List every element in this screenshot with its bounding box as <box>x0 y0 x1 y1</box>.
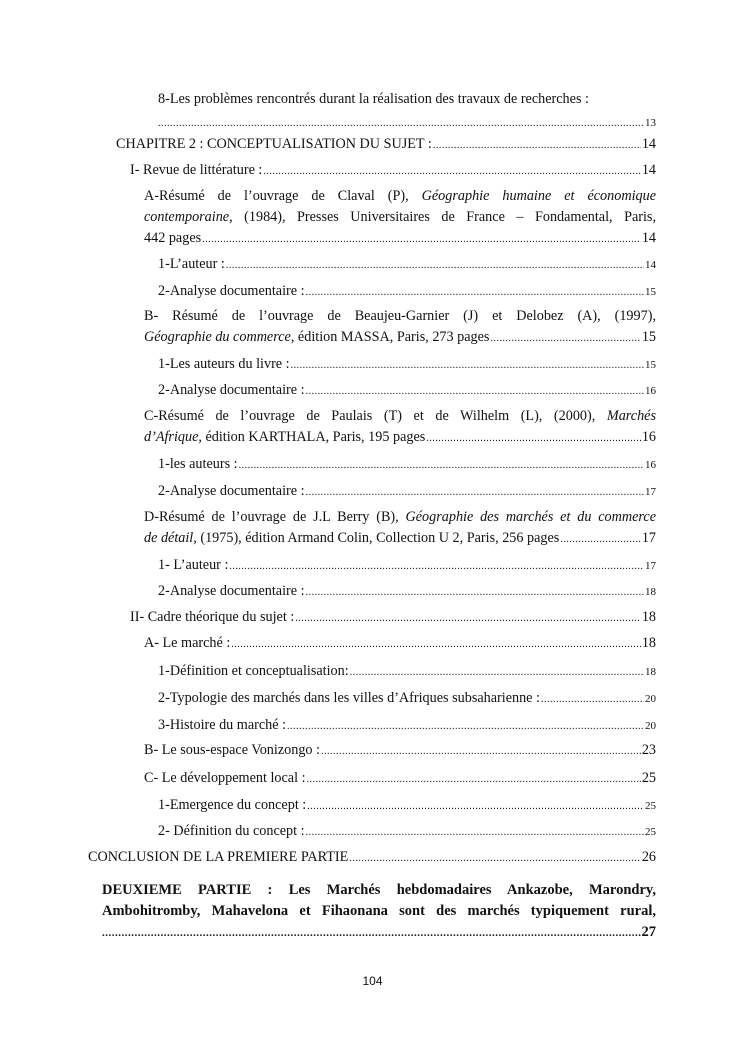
toc-page-number: 14 <box>641 230 656 246</box>
toc-entry-text: 442 pages <box>144 230 202 246</box>
toc-entry: D-Résumé de l’ouvrage de J.L Berry (B), Géographie des marchés et du commerce de détail, (1975), édition Armand Colin, Collection U 2, Paris, 256 pages ..... 17 <box>144 507 656 550</box>
toc-entry-text: 1-Les auteurs du livre : <box>158 356 290 372</box>
toc-page-number: 18 <box>641 635 656 651</box>
toc-page-number: 16 <box>645 385 656 397</box>
toc-subentry <box>158 254 656 276</box>
toc-entry-text: 2-Analyse documentaire : <box>158 583 305 599</box>
toc-entry-text: 1- L’auteur : <box>158 557 229 573</box>
toc-entry-text: 1-les auteurs : <box>158 456 238 472</box>
toc-page-number: 17 <box>645 560 656 572</box>
toc-entry-text: 1-Définition et conceptualisation: <box>158 663 349 679</box>
leader-dots <box>102 923 641 944</box>
leader-dots <box>229 556 644 577</box>
toc-page-number: 27 <box>641 924 656 940</box>
toc-entry-text: 1-L’auteur : <box>158 256 225 272</box>
toc-page-number: 15 <box>645 359 656 371</box>
toc-subentry <box>158 481 656 503</box>
leader-dots <box>306 381 644 402</box>
toc-page-number: 14 <box>645 259 656 271</box>
toc-page-number: 14 <box>641 162 656 178</box>
book-title: contemporaine <box>144 209 230 225</box>
toc-page-number: 18 <box>641 609 656 625</box>
toc-entry-text: A- Le marché : <box>144 635 231 651</box>
leader-dots <box>541 689 644 710</box>
toc-page-number: 25 <box>645 800 656 812</box>
toc-subentry <box>158 661 656 683</box>
toc-page-number: 16 <box>641 429 656 445</box>
leader-dots <box>295 608 641 629</box>
toc-entry-text: CHAPITRE 2 : CONCEPTUALISATION DU SUJET : <box>116 136 432 152</box>
toc-page-number: 26 <box>641 849 656 865</box>
book-title: Géographie humaine et économique <box>421 188 657 204</box>
toc-entry-text: 2-Analyse documentaire : <box>158 283 305 299</box>
toc-entry: A-Résumé de l’ouvrage de Claval (P), Géographie humaine et économique contemporaine, (1984), Presses Universitaires de France – Fondamental, Paris, 442 pages ..... 14 <box>144 186 656 250</box>
toc-subentry <box>158 581 656 603</box>
leader-dots <box>306 822 644 843</box>
toc-subentry <box>158 454 656 476</box>
toc-entry-text: I- Revue de littérature : <box>130 162 263 178</box>
toc-entry-text: 2-Typologie des marchés dans les villes d’Afriques subsaharienne : <box>158 690 540 706</box>
leader-dots <box>226 255 644 276</box>
book-title: Géographie des marchés et du commerce <box>405 509 656 525</box>
toc-part-heading: DEUXIEME PARTIE : Les Marchés hebdomadaires Ankazobe, Marondry, Ambohitromby, Mahavelona et Fihaonana sont des marchés typiquement rural, ..... 27 <box>102 880 656 944</box>
toc-page-number: 15 <box>645 286 656 298</box>
toc-subentry <box>158 555 656 577</box>
toc-section <box>130 160 656 182</box>
toc-page-number: 14 <box>641 136 656 152</box>
toc-subentry <box>158 380 656 402</box>
toc-entry <box>144 740 656 762</box>
toc-page-number: 17 <box>645 486 656 498</box>
toc-subentry <box>158 821 656 843</box>
toc-entry-text: 2-Analyse documentaire : <box>158 382 305 398</box>
toc-entry-text: 1-Emergence du concept : <box>158 797 307 813</box>
toc-entry-text: 2- Définition du concept : <box>158 823 305 839</box>
toc-entry: C-Résumé de l’ouvrage de Paulais (T) et de Wilhelm (L), (2000), Marchés d’Afrique, édition KARTHALA, Paris, 195 pages ..... 16 <box>144 406 656 449</box>
leader-dots <box>263 161 640 182</box>
toc-entry-text: B- Le sous-espace Vonizongo : <box>144 742 320 758</box>
book-title: d’Afrique, <box>144 429 202 445</box>
page-number-footer: 104 <box>362 974 383 988</box>
toc-page-number: 25 <box>645 826 656 838</box>
toc-subentry <box>158 281 656 303</box>
leader-dots <box>239 455 644 476</box>
leader-dots <box>306 282 644 303</box>
toc-entry <box>158 89 656 134</box>
leader-dots <box>560 529 640 550</box>
leader-dots <box>433 135 641 156</box>
toc-page-number: 13 <box>645 117 656 129</box>
toc-subentry <box>158 688 656 710</box>
toc-page-number: 15 <box>641 329 656 345</box>
toc-entry-text: 2-Analyse documentaire : <box>158 483 305 499</box>
toc-entry-text: II- Cadre théorique du sujet : <box>130 609 295 625</box>
toc-entry-text: 8-Les problèmes rencontrés durant la réalisation des travaux de recherches : <box>158 91 589 107</box>
book-title: Marchés <box>606 408 656 424</box>
toc-chapter-heading <box>116 134 656 156</box>
leader-dots <box>426 428 641 449</box>
leader-dots <box>158 113 644 134</box>
toc-page-number: 20 <box>645 693 656 705</box>
toc-entry: B- Résumé de l’ouvrage de Beaujeu-Garnier (J) et Delobez (A), (1997), Géographie du commerce, édition MASSA, Paris, 273 pages ..... 15 <box>144 306 656 349</box>
toc-section <box>130 607 656 629</box>
toc-subentry <box>158 354 656 376</box>
toc-entry-text: C- Le développement local : <box>144 770 306 786</box>
leader-dots <box>307 769 641 790</box>
toc-page-number: 20 <box>645 720 656 732</box>
leader-dots <box>306 482 644 503</box>
toc-subentry <box>158 715 656 737</box>
leader-dots <box>306 582 644 603</box>
toc-subentry <box>158 795 656 817</box>
toc-page-number: 23 <box>641 742 656 758</box>
leader-dots <box>349 848 640 869</box>
toc-conclusion <box>88 847 656 869</box>
toc-page-number: 18 <box>645 586 656 598</box>
leader-dots <box>291 355 644 376</box>
toc-entry-text: CONCLUSION DE LA PREMIERE PARTIE <box>88 849 349 865</box>
toc-page-number: 18 <box>645 666 656 678</box>
leader-dots <box>307 796 644 817</box>
book-title: de détail, <box>144 530 197 546</box>
leader-dots <box>350 662 644 683</box>
toc-page-number: 17 <box>641 530 656 546</box>
toc-page-number: 16 <box>645 459 656 471</box>
leader-dots <box>321 741 641 762</box>
toc-entry <box>144 633 656 655</box>
leader-dots <box>287 716 644 737</box>
toc-entry <box>144 768 656 790</box>
book-title: Géographie du commerce, <box>144 329 295 345</box>
leader-dots <box>202 229 641 250</box>
toc-page-number: 25 <box>641 770 656 786</box>
leader-dots <box>231 634 641 655</box>
leader-dots <box>490 328 640 349</box>
toc-entry-text: 3-Histoire du marché : <box>158 717 287 733</box>
